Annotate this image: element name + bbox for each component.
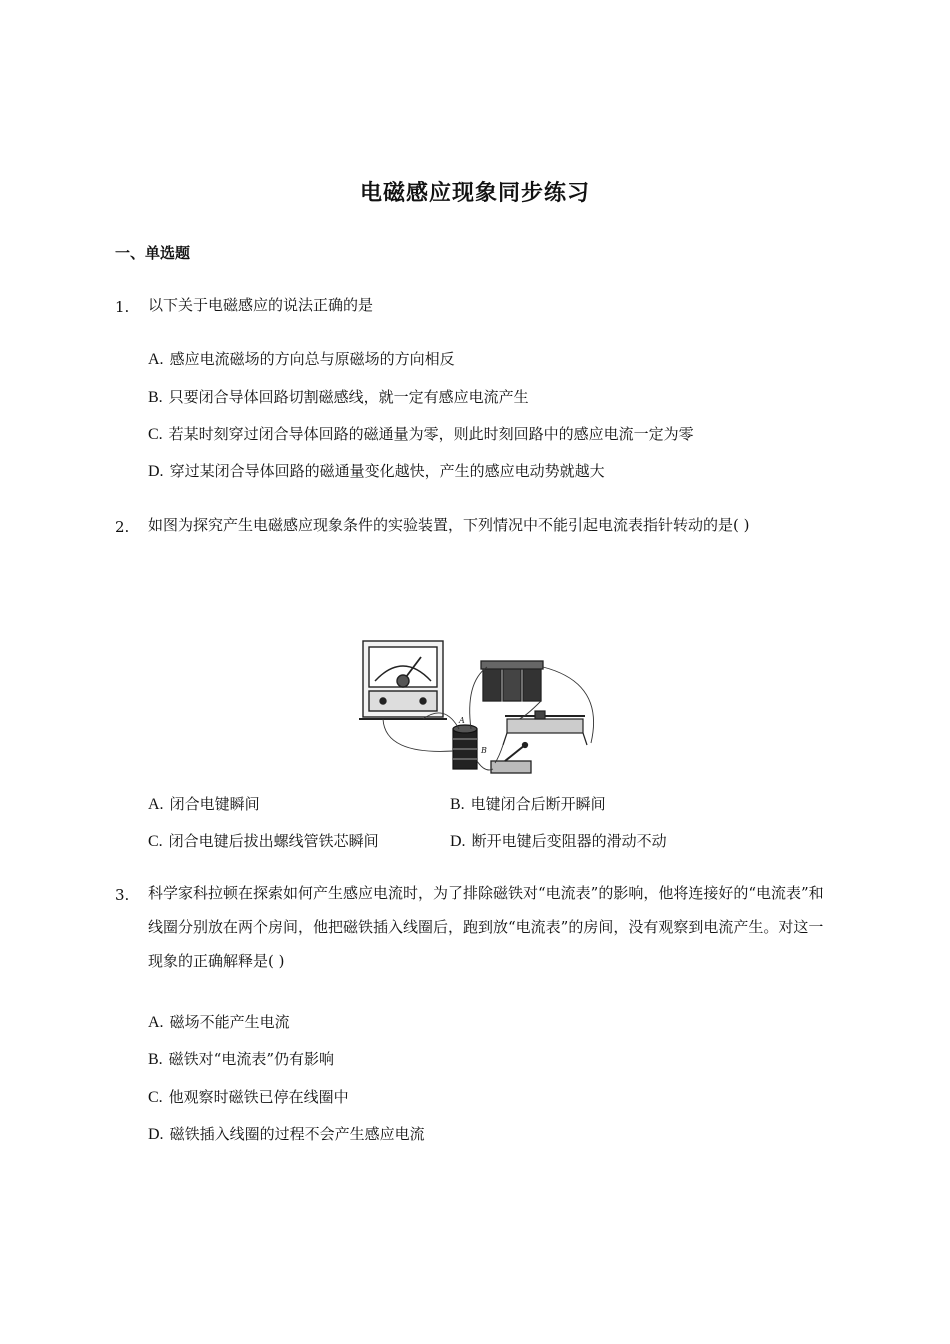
option-text: 感应电流磁场的方向总与原磁场的方向相反 [169, 350, 455, 368]
option-text: 电键闭合后断开瞬间 [470, 795, 606, 813]
question-3-number: 3. [115, 886, 130, 904]
question-1-option-d [148, 460, 605, 481]
option-letter: B. [148, 1051, 163, 1068]
knife-switch-icon [491, 743, 531, 774]
option-text: 磁铁插入线圈的过程不会产生感应电流 [169, 1125, 425, 1143]
page-title: 电磁感应现象同步练习 [359, 181, 590, 206]
question-3-option-a [148, 1011, 290, 1032]
option-letter: B. [450, 796, 465, 813]
option-text: 闭合电键瞬间 [169, 795, 260, 813]
question-3-option-c [148, 1086, 349, 1107]
question-2-option-c [148, 830, 379, 851]
option-letter: C. [148, 1089, 163, 1106]
option-letter: D. [148, 463, 164, 480]
question-1-option-c [148, 423, 694, 444]
question-2-option-d [450, 830, 667, 851]
option-letter: C. [148, 833, 163, 850]
question-3-option-b [148, 1048, 334, 1069]
option-text: 闭合电键后拔出螺线管铁芯瞬间 [168, 832, 379, 850]
question-1-number: 1. [115, 298, 130, 316]
question-1-option-a [148, 348, 455, 369]
question-3-text: 科学家科拉顿在探索如何产生感应电流时，为了排除磁铁对“电流表”的影响，他将连接好的“电流表”和线圈分别放在两个房间，他把磁铁插入线圈后，跑到放“电流表”的房间，没有观察到电流产生。对这一现象的正确解释是( ) [148, 884, 824, 970]
option-text: 只要闭合导体回路切割磁感线，就一定有感应电流产生 [168, 388, 529, 406]
section-heading: 一、单选题 [115, 244, 191, 262]
option-letter: A. [148, 796, 164, 813]
option-text: 若某时刻穿过闭合导体回路的磁通量为零，则此时刻回路中的感应电流一定为零 [168, 425, 694, 443]
galvanometer-icon [359, 641, 447, 719]
figure-label-b: B [481, 746, 487, 755]
solenoid-coil-icon [453, 725, 477, 769]
option-letter: B. [148, 389, 163, 406]
experiment-apparatus-figure [355, 633, 605, 781]
question-2-number: 2. [115, 518, 130, 536]
option-text: 断开电键后变阻器的滑动不动 [471, 832, 667, 850]
question-1-option-b [148, 386, 529, 407]
battery-icon [481, 661, 543, 701]
question-2-option-b [450, 793, 606, 814]
option-letter: D. [148, 1126, 164, 1143]
option-text: 磁场不能产生电流 [169, 1013, 290, 1031]
figure-label-a: A [459, 716, 465, 725]
rheostat-icon [503, 711, 587, 745]
option-text: 他观察时磁铁已停在线圈中 [168, 1088, 349, 1106]
option-text: 磁铁对“电流表”仍有影响 [168, 1050, 335, 1068]
option-letter: C. [148, 426, 163, 443]
option-letter: A. [148, 1014, 164, 1031]
question-2-text: 如图为探究产生电磁感应现象条件的实验装置，下列情况中不能引起电流表指针转动的是( ) [148, 516, 750, 534]
question-3-option-d [148, 1123, 425, 1144]
option-letter: A. [148, 351, 164, 368]
question-1-text: 以下关于电磁感应的说法正确的是 [148, 296, 374, 314]
question-2-option-a [148, 793, 260, 814]
option-letter: D. [450, 833, 466, 850]
option-text: 穿过某闭合导体回路的磁通量变化越快，产生的感应电动势就越大 [169, 462, 605, 480]
